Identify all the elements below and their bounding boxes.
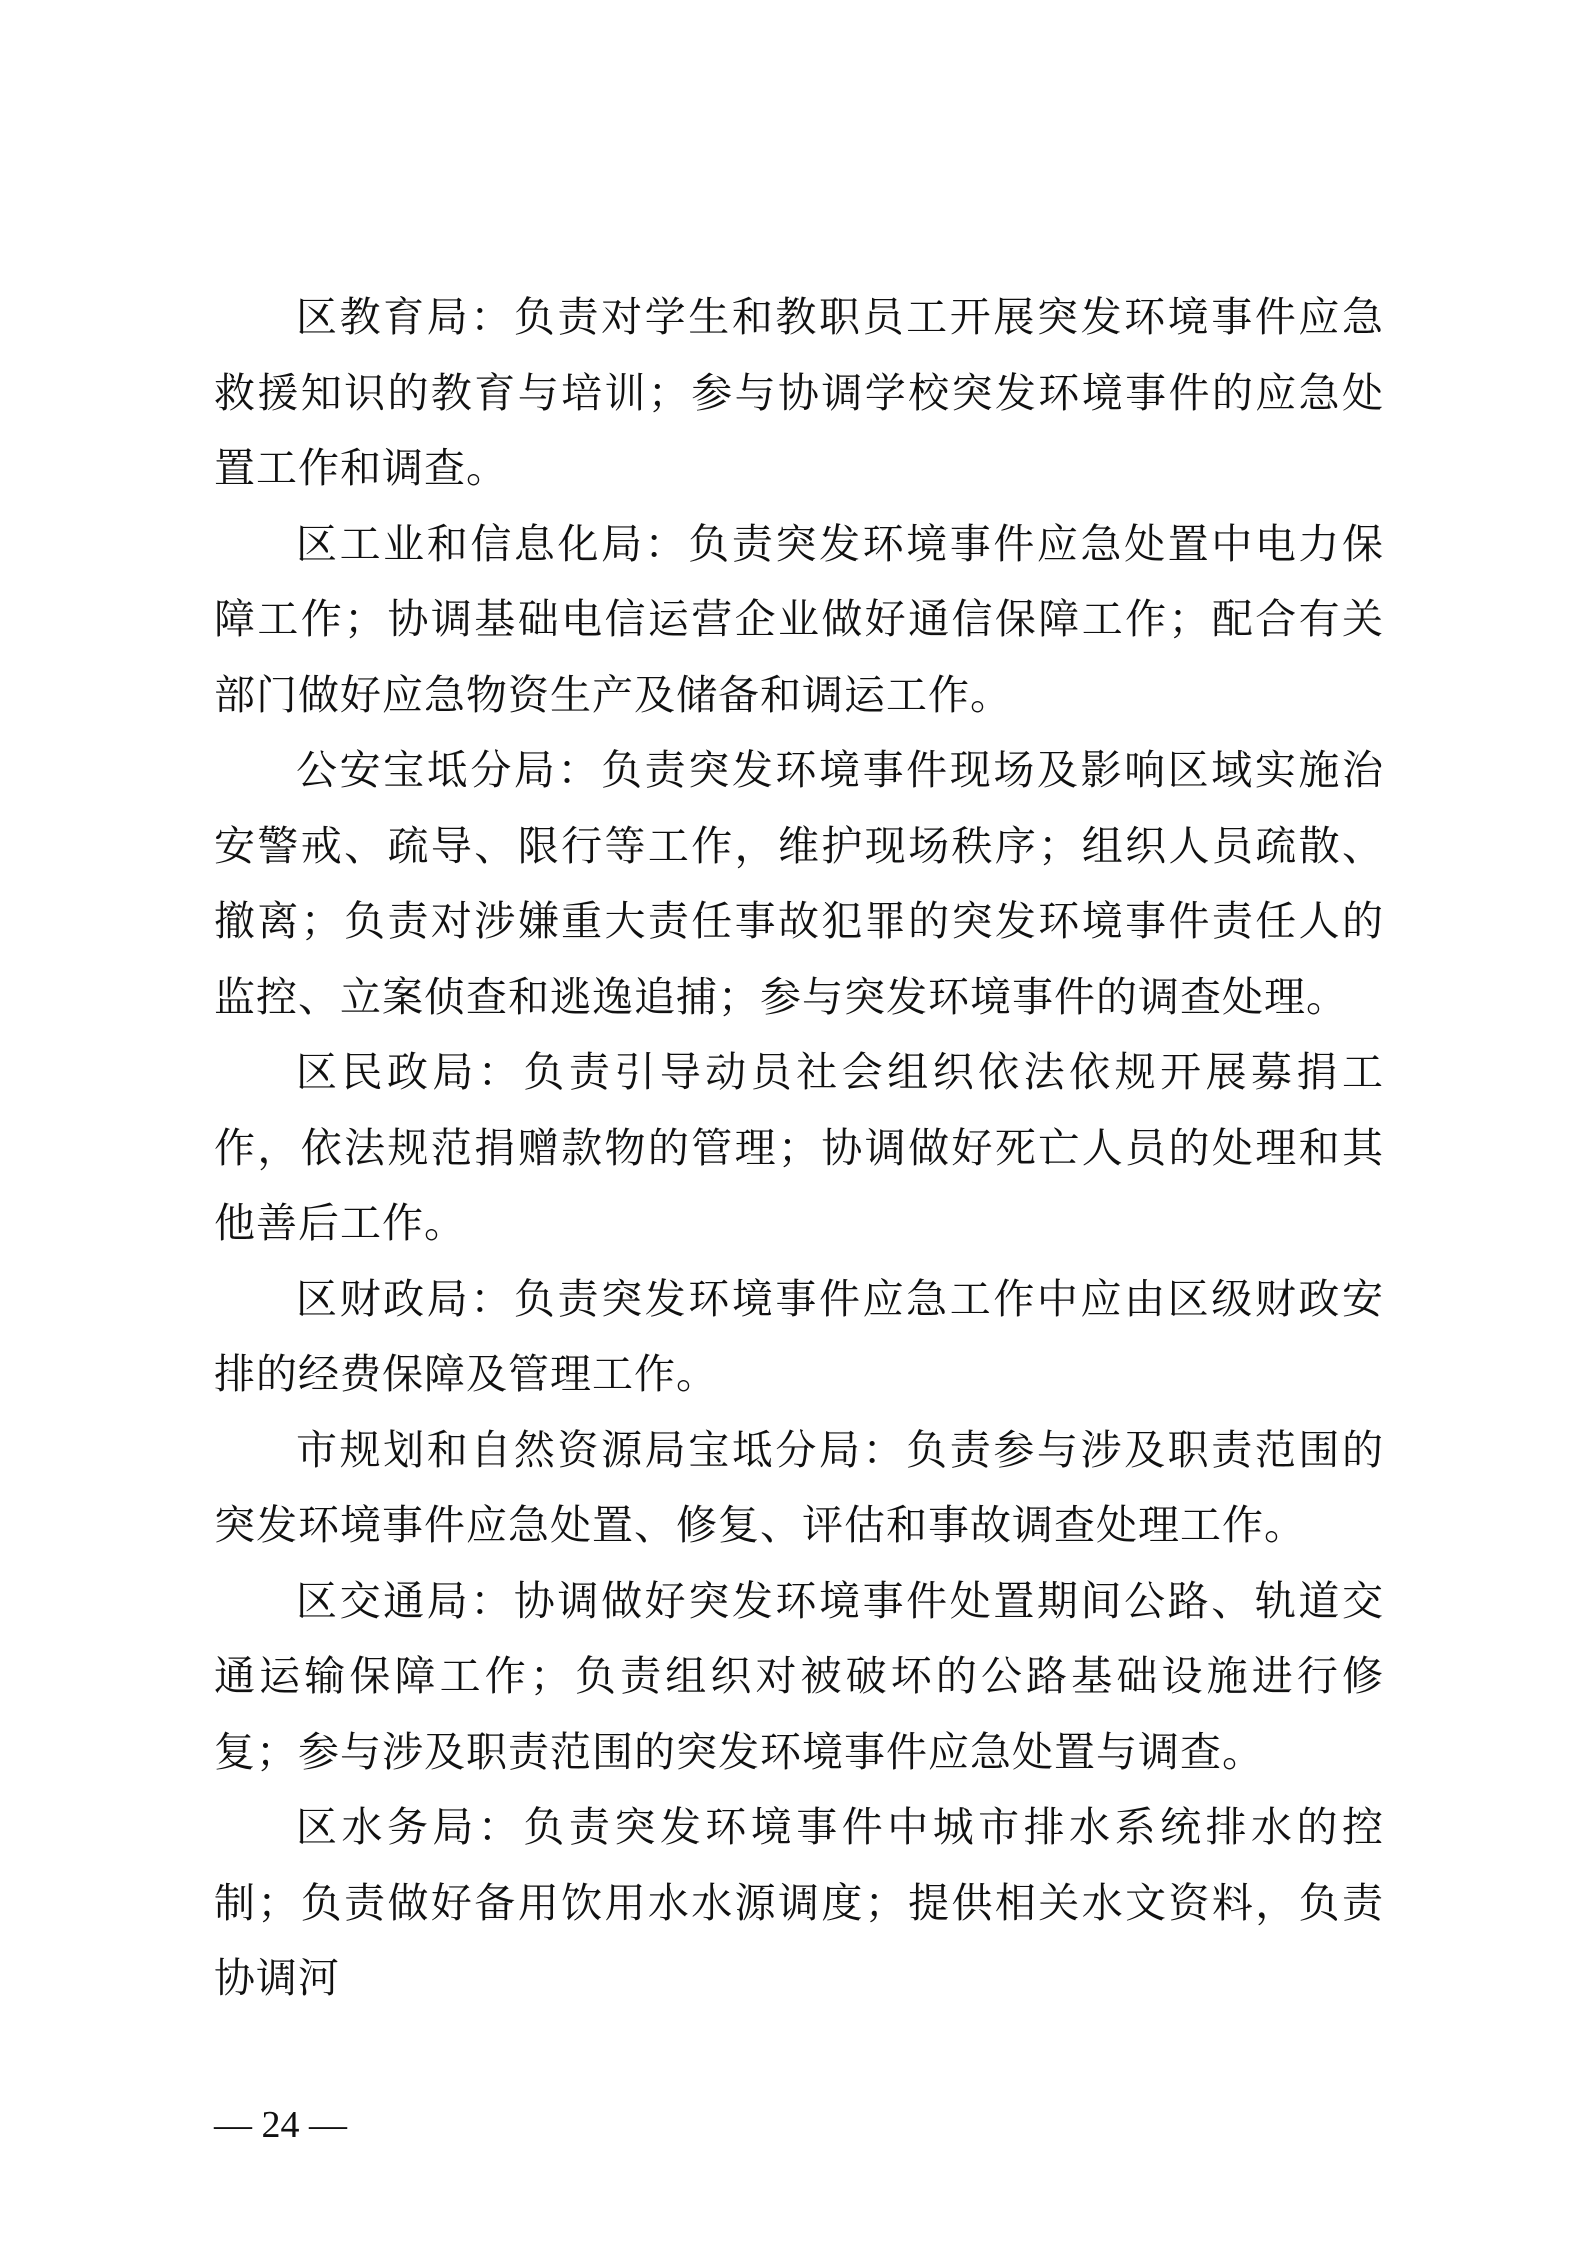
- paragraph-water-bureau: 区水务局：负责突发环境事件中城市排水系统排水的控制；负责做好备用饮用水水源调度；提供相关水文资料，负责协调河: [214, 1803, 1384, 2002]
- paragraph-education-bureau: 区教育局：负责对学生和教职员工开展突发环境事件应急救援知识的教育与培训；参与协调学校突发环境事件的应急处置工作和调查。: [214, 293, 1384, 492]
- paragraph-public-security: 公安宝坻分局：负责突发环境事件现场及影响区域实施治安警戒、疏导、限行等工作，维护现场秩序；组织人员疏散、撤离；负责对涉嫌重大责任事故犯罪的突发环境事件责任人的监控、立案侦查和逃逸追捕；参与突发环境事件的调查处理。: [214, 746, 1384, 1021]
- page-number: — 24 —: [214, 2104, 347, 2146]
- paragraph-planning-resources: 市规划和自然资源局宝坻分局：负责参与涉及职责范围的突发环境事件应急处置、修复、评估和事故调查处理工作。: [214, 1425, 1384, 1549]
- document-body: [214, 280, 1384, 2017]
- paragraph-civil-affairs-bureau: 区民政局：负责引导动员社会组织依法依规开展募捐工作，依法规范捐赠款物的管理；协调做好死亡人员的处理和其他善后工作。: [214, 1048, 1384, 1247]
- paragraph-industry-it-bureau: 区工业和信息化局：负责突发环境事件应急处置中电力保障工作；协调基础电信运营企业做好通信保障工作；配合有关部门做好应急物资生产及储备和调运工作。: [214, 519, 1384, 719]
- paragraph-finance-bureau: 区财政局：负责突发环境事件应急工作中应由区级财政安排的经费保障及管理工作。: [214, 1274, 1384, 1398]
- paragraph-transport-bureau: 区交通局：协调做好突发环境事件处置期间公路、轨道交通运输保障工作；负责组织对被破坏的公路基础设施进行修复；参与涉及职责范围的突发环境事件应急处置与调查。: [214, 1576, 1384, 1776]
